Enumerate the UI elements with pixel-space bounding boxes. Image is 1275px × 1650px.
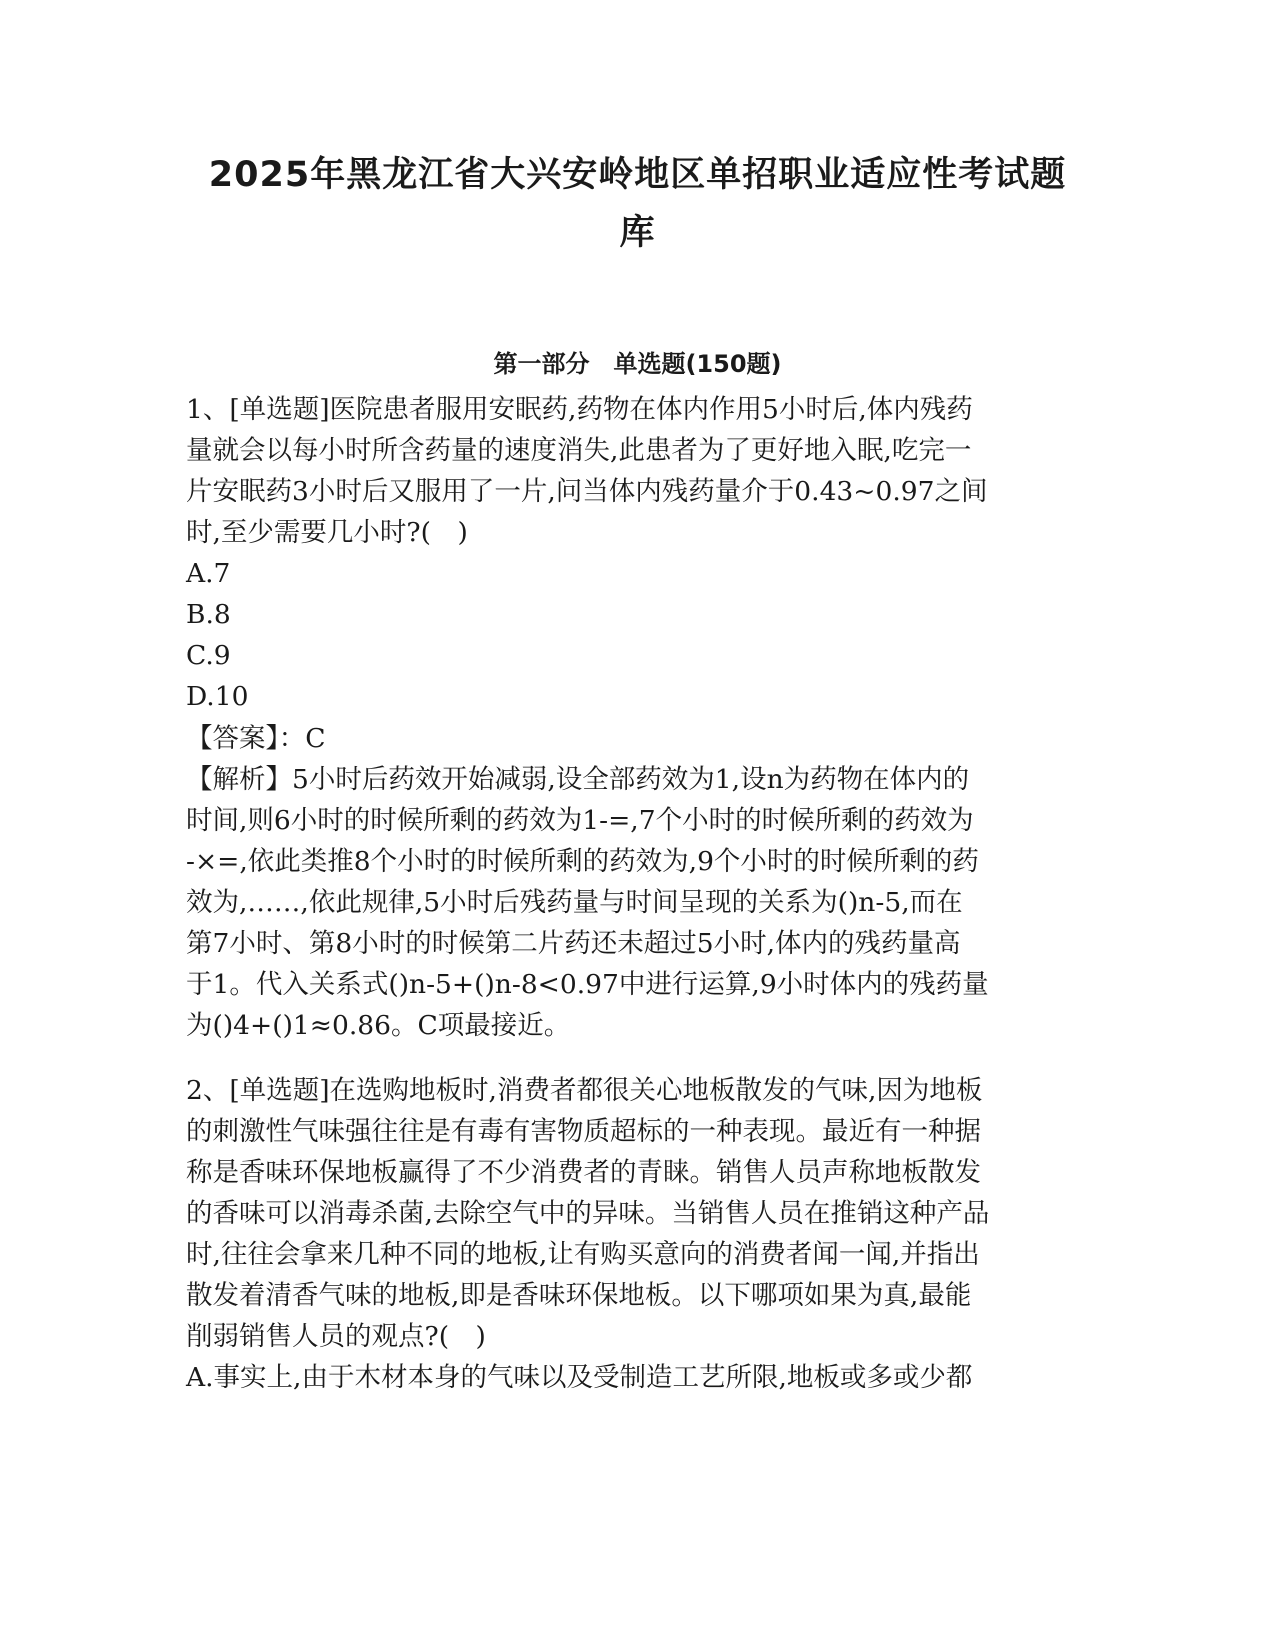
document-title-line-1: 2025年黑龙江省大兴安岭地区单招职业适应性考试题 [208, 155, 1067, 195]
analysis-line: 第7小时、第8小时的时候第二片药还未超过5小时,体内的残药量高 [186, 928, 961, 959]
question-stem-line: 量就会以每小时所含药量的速度消失,此患者为了更好地入眠,吃完一 [186, 435, 972, 466]
document-title-line-2: 库 [619, 213, 656, 253]
question-stem-line: 1、[单选题]医院患者服用安眠药,药物在体内作用5小时后,体内残药 [186, 394, 973, 425]
answer-line: 【答案】：C [186, 723, 326, 754]
analysis-line: 效为,……,依此规律,5小时后残药量与时间呈现的关系为()n-5,而在 [186, 887, 963, 918]
option-a: A.7 [186, 558, 231, 589]
question-stem-line: 片安眠药3小时后又服用了一片,问当体内残药量介于0.43~0.97之间 [186, 476, 988, 507]
question-stem-line: 2、[单选题]在选购地板时,消费者都很关心地板散发的气味,因为地板 [186, 1075, 983, 1106]
option-d: D.10 [186, 681, 249, 712]
option-c: C.9 [186, 640, 231, 671]
analysis-line: 于1。代入关系式()n-5+()n-8<0.97中进行运算,9小时体内的残药量 [186, 969, 989, 1000]
question-stem-line: 的香味可以消毒杀菌,去除空气中的异味。当销售人员在推销这种产品 [186, 1198, 990, 1229]
analysis-line: 为()4+()1≈0.86。C项最接近。 [186, 1010, 571, 1041]
question-stem-line: 削弱销售人员的观点?( ) [186, 1321, 486, 1352]
option-a: A.事实上,由于木材本身的气味以及受制造工艺所限,地板或多或少都 [186, 1362, 973, 1393]
section-heading: 第一部分 单选题(150题) [493, 350, 782, 378]
analysis-line: -×=,依此类推8个小时的时候所剩的药效为,9个小时的时候所剩的药 [186, 846, 979, 877]
analysis-line: 【解析】5小时后药效开始减弱,设全部药效为1,设n为药物在体内的 [186, 764, 970, 795]
question-stem-line: 称是香味环保地板赢得了不少消费者的青睐。销售人员声称地板散发 [186, 1157, 981, 1188]
question-stem-line: 散发着清香气味的地板,即是香味环保地板。以下哪项如果为真,最能 [186, 1280, 972, 1311]
question-stem-line: 时,往往会拿来几种不同的地板,让有购买意向的消费者闻一闻,并指出 [186, 1239, 980, 1270]
question-stem-line: 的刺激性气味强往往是有毒有害物质超标的一种表现。最近有一种据 [186, 1116, 981, 1147]
analysis-line: 时间,则6小时的时候所剩的药效为1-=,7个小时的时候所剩的药效为 [186, 805, 974, 836]
option-b: B.8 [186, 599, 231, 630]
question-stem-line: 时,至少需要几小时?( ) [186, 517, 468, 548]
